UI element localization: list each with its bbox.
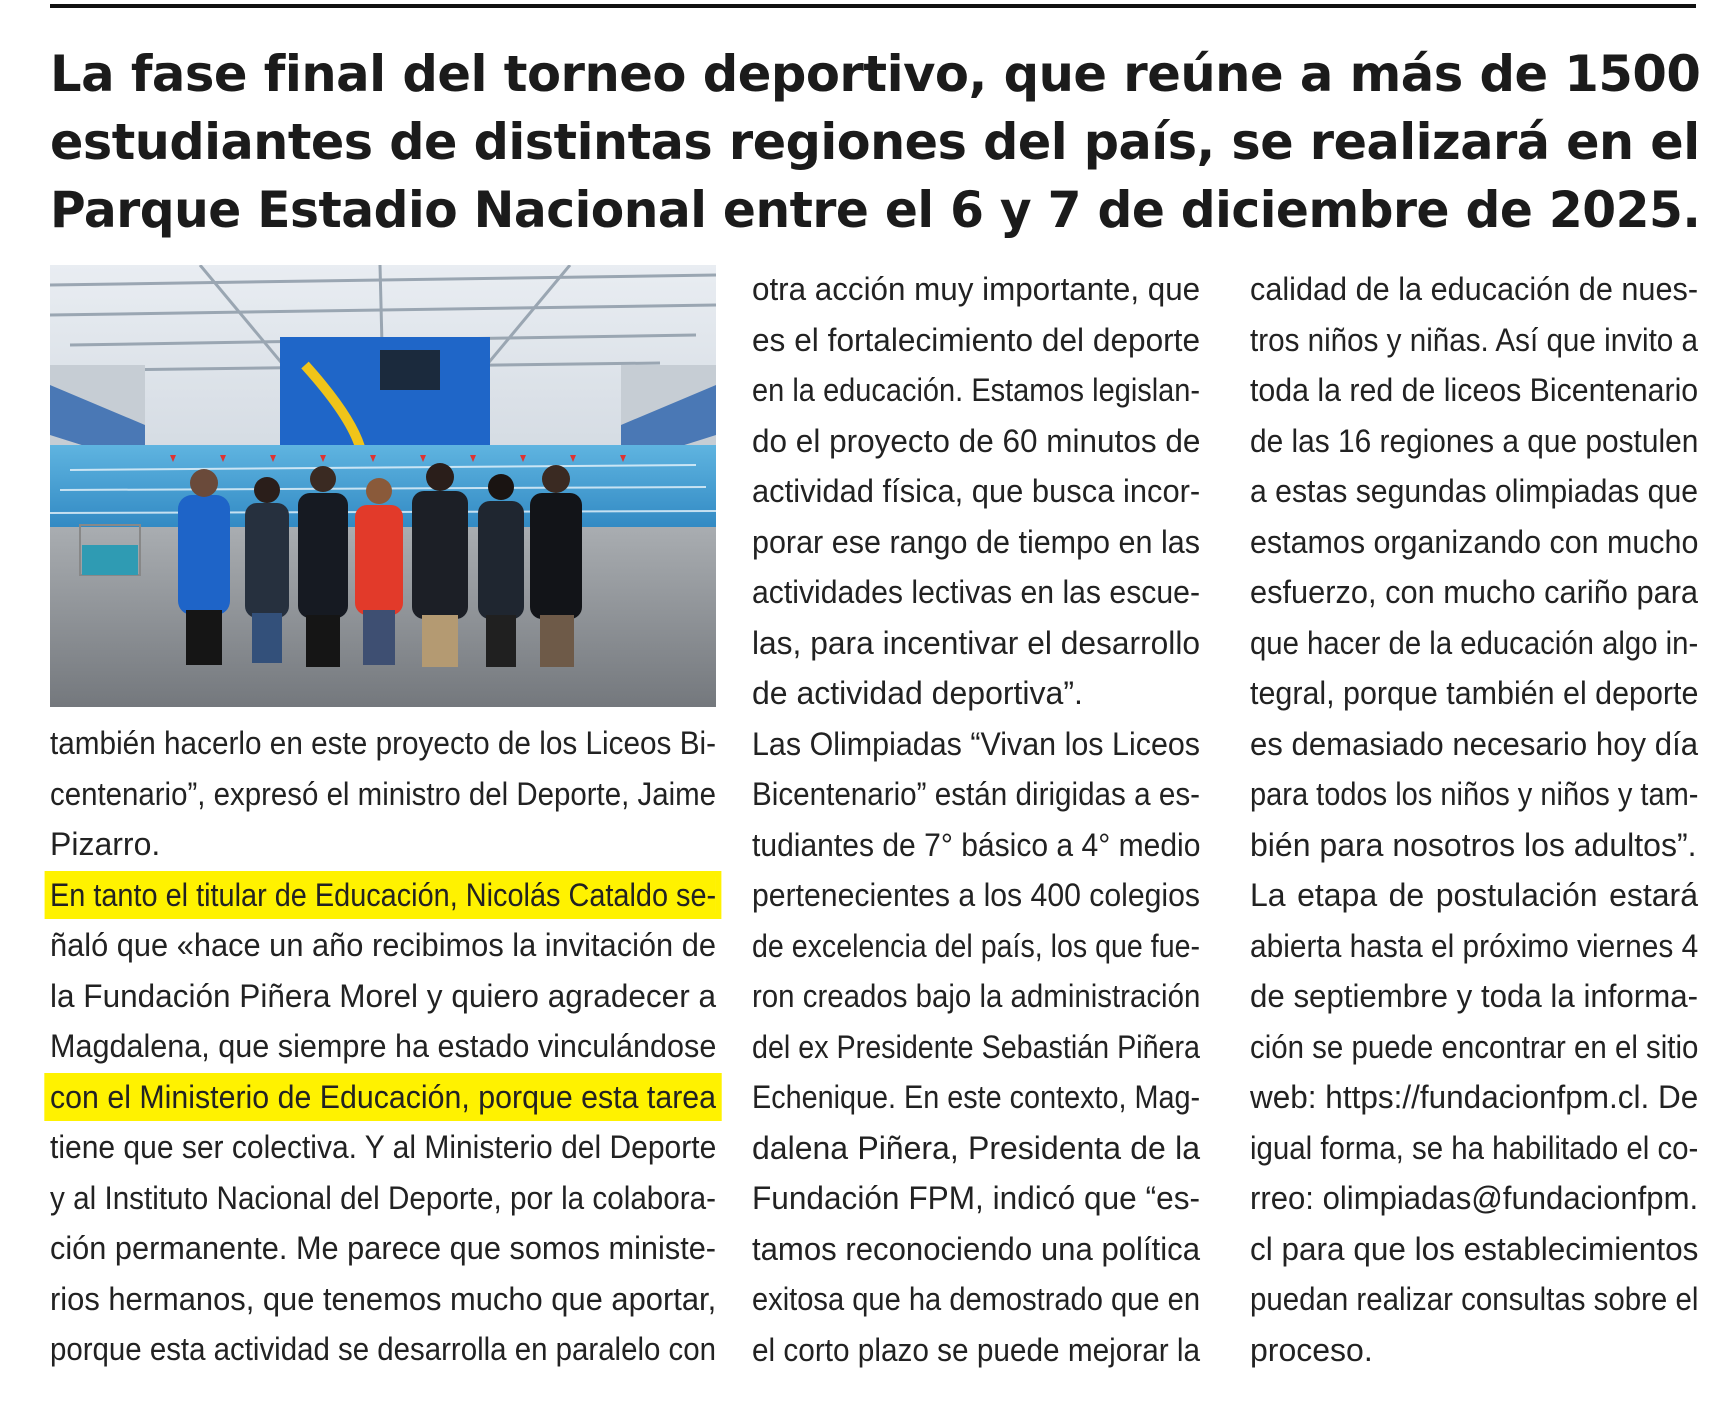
text-line: calidad de la educación de nues- bbox=[1250, 271, 1699, 307]
text-line: porque esta actividad se desarrolla en paralelo con bbox=[50, 1331, 717, 1367]
text-line: el corto plazo se puede mejorar la bbox=[752, 1331, 1201, 1368]
text-line: y al Instituto Nacional del Deporte, por la colabora- bbox=[50, 1179, 717, 1216]
text-line: Pizarro. bbox=[50, 826, 161, 862]
text-line: las, para incentivar el desarrollo bbox=[752, 624, 1201, 661]
text-line: Bicentenario” están dirigidas a es- bbox=[752, 776, 1200, 812]
highlighted-text: con el Ministerio de Educación, porque esta tarea bbox=[50, 1078, 717, 1115]
text-line: tudiantes de 7° básico a 4° medio bbox=[752, 826, 1201, 863]
article-column-1 bbox=[50, 718, 716, 1375]
text-line: pertenecientes a los 400 colegios bbox=[752, 877, 1201, 913]
top-rule bbox=[50, 4, 1696, 8]
text-line: ción se puede encontrar en el sitio bbox=[1250, 1028, 1699, 1065]
text-line: ron creados bajo la administración bbox=[752, 978, 1201, 1014]
text-line: Fundación FPM, indicó que “es- bbox=[752, 1180, 1201, 1216]
headline-line: La fase final del torneo deportivo, que reúne a más de 1500 bbox=[50, 45, 1701, 103]
text-line: de las 16 regiones a que postulen bbox=[1250, 422, 1699, 459]
photo-pool-group bbox=[50, 265, 716, 707]
text-line: es demasiado necesario hoy día bbox=[1250, 725, 1698, 762]
text-line: la Fundación Piñera Morel y quiero agradecer a bbox=[50, 977, 716, 1014]
text-line: Echenique. En este contexto, Mag- bbox=[752, 1079, 1201, 1115]
text-line: cl para que los establecimientos bbox=[1250, 1230, 1699, 1267]
text-line: bién para nosotros los adultos”. bbox=[1250, 826, 1697, 863]
text-line: de excelencia del país, los que fue- bbox=[752, 927, 1200, 964]
text-line: Las Olimpiadas “Vivan los Liceos bbox=[752, 725, 1201, 762]
article-column-3 bbox=[1250, 264, 1698, 1375]
text-line: tamos reconociendo una política bbox=[752, 1230, 1200, 1267]
text-line: otra acción muy importante, que bbox=[752, 271, 1201, 307]
text-line: tros niños y niñas. Así que invito a bbox=[1250, 321, 1698, 358]
text-line: es el fortalecimiento del deporte bbox=[752, 321, 1201, 358]
text-line: actividades lectivas en las escue- bbox=[752, 574, 1201, 610]
text-line: do el proyecto de 60 minutos de bbox=[752, 422, 1201, 459]
article-column-2 bbox=[752, 264, 1200, 1375]
text-line: también hacerlo en este proyecto de los Liceos Bi- bbox=[50, 725, 717, 761]
highlighted-text: En tanto el titular de Educación, Nicolás Cataldo se- bbox=[50, 876, 717, 913]
text-line: rreo: olimpiadas@fundacionfpm. bbox=[1250, 1180, 1699, 1216]
text-line: puedan realizar consultas sobre el bbox=[1250, 1281, 1699, 1317]
text-line: porar ese rango de tiempo en las bbox=[752, 523, 1201, 560]
text-line: actividad física, que busca incor- bbox=[752, 473, 1201, 509]
text-line: toda la red de liceos Bicentenario bbox=[1250, 372, 1699, 408]
text-line: esfuerzo, con mucho cariño para bbox=[1250, 574, 1699, 610]
text-line: ción permanente. Me parece que somos ministe- bbox=[50, 1230, 717, 1266]
text-line: que hacer de la educación algo in- bbox=[1250, 624, 1699, 661]
text-line: tegral, porque también el deporte bbox=[1250, 675, 1699, 711]
text-line: tiene que ser colectiva. Y al Ministerio del Deporte bbox=[50, 1129, 717, 1165]
text-line: estamos organizando con mucho bbox=[1250, 523, 1699, 560]
text-line: para todos los niños y niños y tam- bbox=[1250, 776, 1699, 812]
text-line: ñaló que «hace un año recibimos la invitación de bbox=[50, 927, 716, 963]
text-line: exitosa que ha demostrado que en bbox=[752, 1281, 1200, 1317]
highlighted-line bbox=[50, 870, 716, 921]
headline-line: estudiantes de distintas regiones del país, se realizará en el bbox=[50, 113, 1700, 171]
text-line: en la educación. Estamos legislan- bbox=[752, 372, 1201, 408]
text-line: proceso. bbox=[1250, 1331, 1373, 1368]
text-line: dalena Piñera, Presidenta de la bbox=[752, 1129, 1200, 1166]
article-photo bbox=[50, 265, 716, 707]
headline-line: Parque Estadio Nacional entre el 6 y 7 de diciembre de 2025. bbox=[50, 181, 1701, 239]
text-line: a estas segundas olimpiadas que bbox=[1250, 473, 1699, 509]
text-line: Magdalena, que siempre ha estado vinculándose bbox=[50, 1028, 717, 1064]
text-line: de septiembre y toda la informa- bbox=[1250, 978, 1698, 1014]
text-line: web: https://fundacionfpm.cl. De bbox=[1250, 1079, 1699, 1115]
text-line: centenario”, expresó el ministro del Deporte, Jaime bbox=[50, 775, 717, 812]
text-line: rios hermanos, que tenemos mucho que aportar, bbox=[50, 1280, 717, 1317]
text-line: del ex Presidente Sebastián Piñera bbox=[752, 1028, 1200, 1065]
text-line: abierta hasta el próximo viernes 4 bbox=[1250, 927, 1699, 964]
headline bbox=[50, 40, 1700, 244]
highlighted-line bbox=[50, 1072, 716, 1123]
text-line: igual forma, se ha habilitado el co- bbox=[1250, 1129, 1699, 1166]
text-line: La etapa de postulación estará bbox=[1250, 877, 1698, 913]
text-line: de actividad deportiva”. bbox=[752, 675, 1083, 711]
